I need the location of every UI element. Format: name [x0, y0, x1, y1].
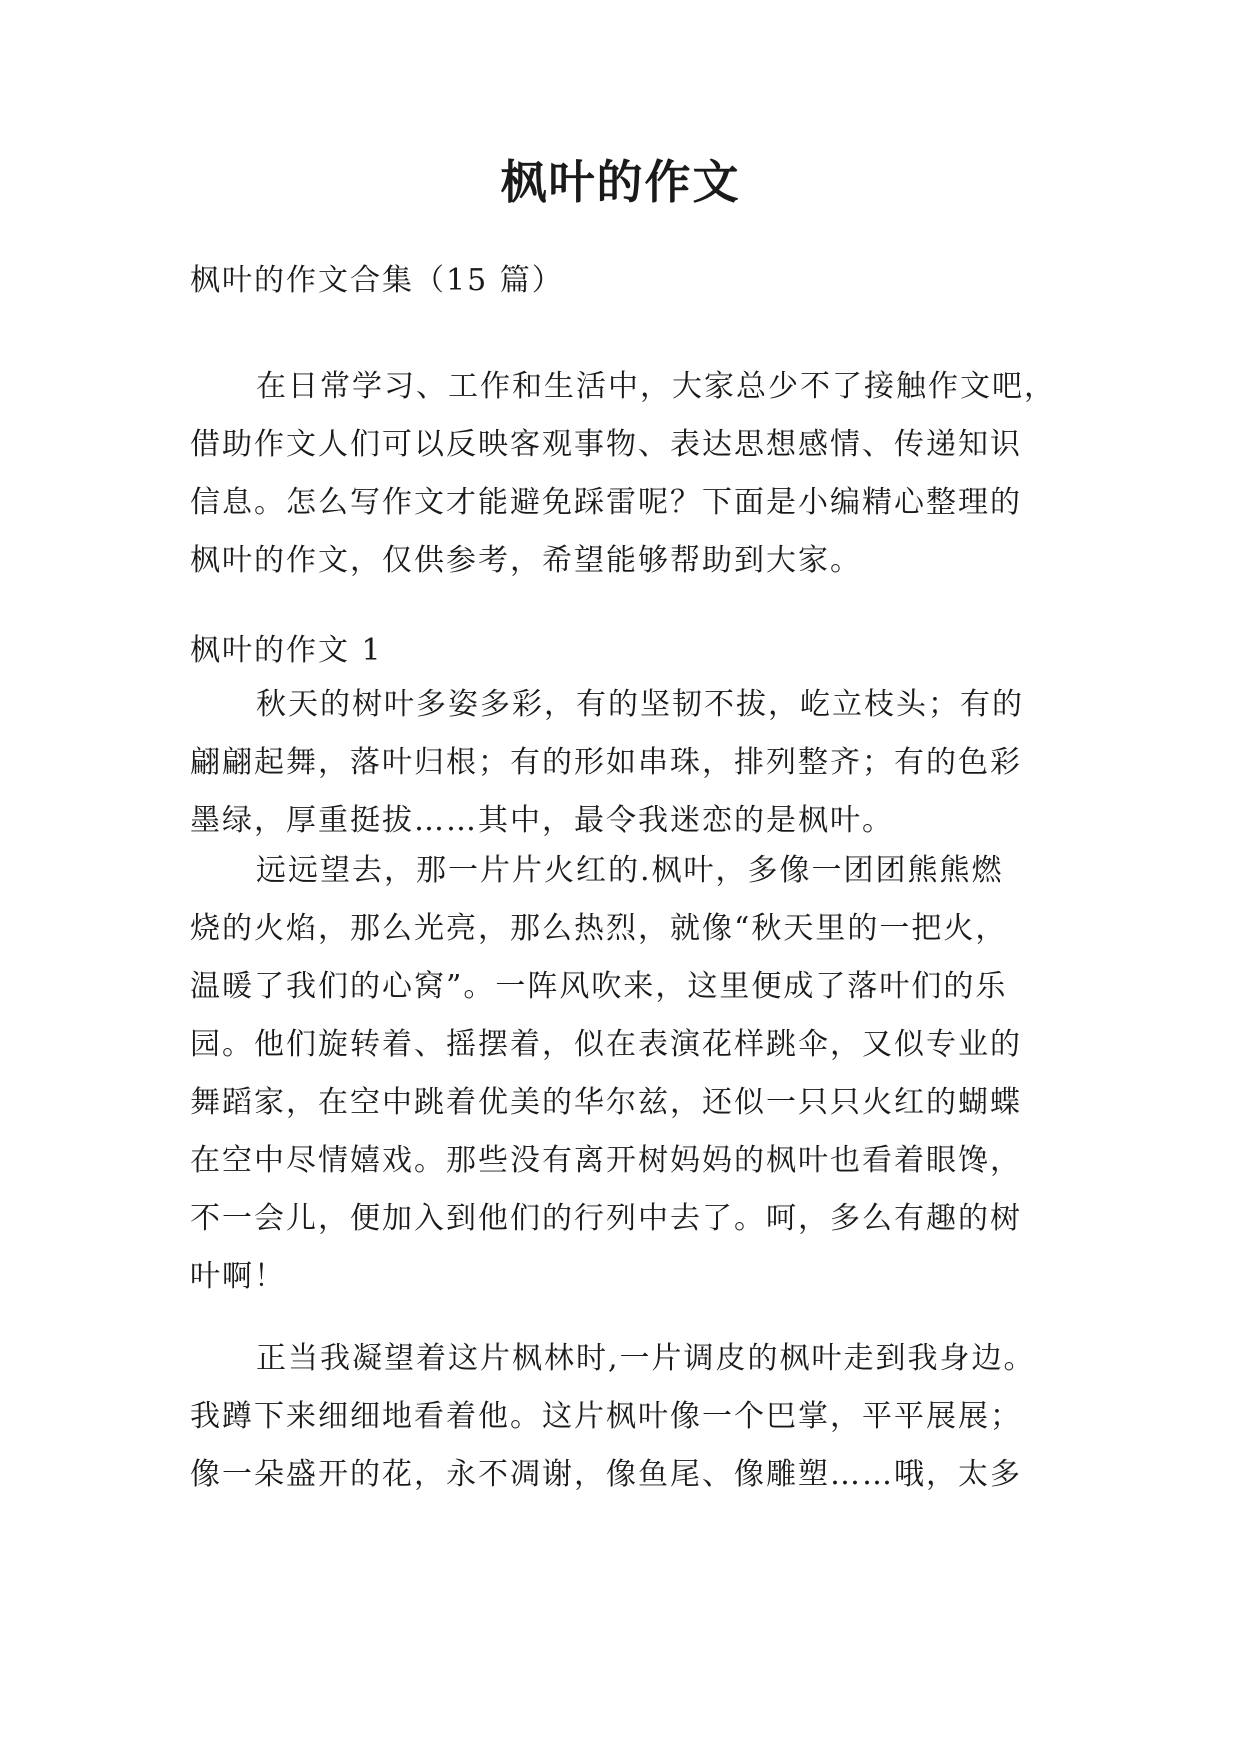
paragraph-line: 秋天的树叶多姿多彩，有的坚韧不拔，屹立枝头；有的: [256, 687, 1024, 722]
document-title: 枫叶的作文: [500, 155, 741, 209]
paragraph-line: 叶啊！: [190, 1259, 286, 1294]
paragraph-2: [190, 842, 1060, 1306]
intro-line: 在日常学习、工作和生活中，大家总少不了接触作文吧，: [256, 369, 1056, 404]
intro-line: 枫叶的作文，仅供参考，希望能够帮助到大家。: [190, 543, 862, 578]
paragraph-line: 正当我凝望着这片枫林时,一片调皮的枫叶走到我身边。: [256, 1341, 1036, 1376]
intro-paragraph: [190, 358, 1060, 590]
paragraph-line: 舞蹈家，在空中跳着优美的华尔兹，还似一只只火红的蝴蝶: [190, 1085, 1022, 1120]
section-heading-text: 枫叶的作文 1: [190, 633, 383, 668]
paragraph-line: 我蹲下来细细地看着他。这片枫叶像一个巴掌，平平展展；: [190, 1399, 1022, 1434]
paragraph-line: 远远望去，那一片片火红的.枫叶，多像一团团熊熊燃: [256, 853, 1004, 888]
paragraph-line: 烧的火焰，那么光亮，那么热烈，就像“秋天里的一把火，: [190, 911, 1008, 946]
intro-line: 借助作文人们可以反映客观事物、表达思想感情、传递知识: [190, 427, 1022, 462]
section-heading: [190, 622, 1060, 680]
paragraph-line: 翩翩起舞，落叶归根；有的形如串珠，排列整齐；有的色彩: [190, 745, 1022, 780]
paragraph-line: 在空中尽情嬉戏。那些没有离开树妈妈的枫叶也看着眼馋，: [190, 1143, 1022, 1178]
collection-subtitle: [190, 252, 1060, 310]
paragraph-line: 墨绿，厚重挺拔……其中，最令我迷恋的是枫叶。: [190, 803, 894, 838]
paragraph-line: 园。他们旋转着、摇摆着，似在表演花样跳伞，又似专业的: [190, 1027, 1022, 1062]
subtitle-line: 枫叶的作文合集（15 篇）: [190, 263, 564, 298]
paragraph-1: [190, 676, 1060, 850]
intro-line: 信息。怎么写作文才能避免踩雷呢？下面是小编精心整理的: [190, 485, 1022, 520]
paragraph-line: 温暖了我们的心窝”。一阵风吹来，这里便成了落叶们的乐: [190, 969, 1008, 1004]
paragraph-3: [190, 1330, 1060, 1504]
paragraph-line: 不一会儿，便加入到他们的行列中去了。呵，多么有趣的树: [190, 1201, 1022, 1236]
paragraph-line: 像一朵盛开的花，永不凋谢，像鱼尾、像雕塑……哦，太多: [190, 1457, 1022, 1492]
